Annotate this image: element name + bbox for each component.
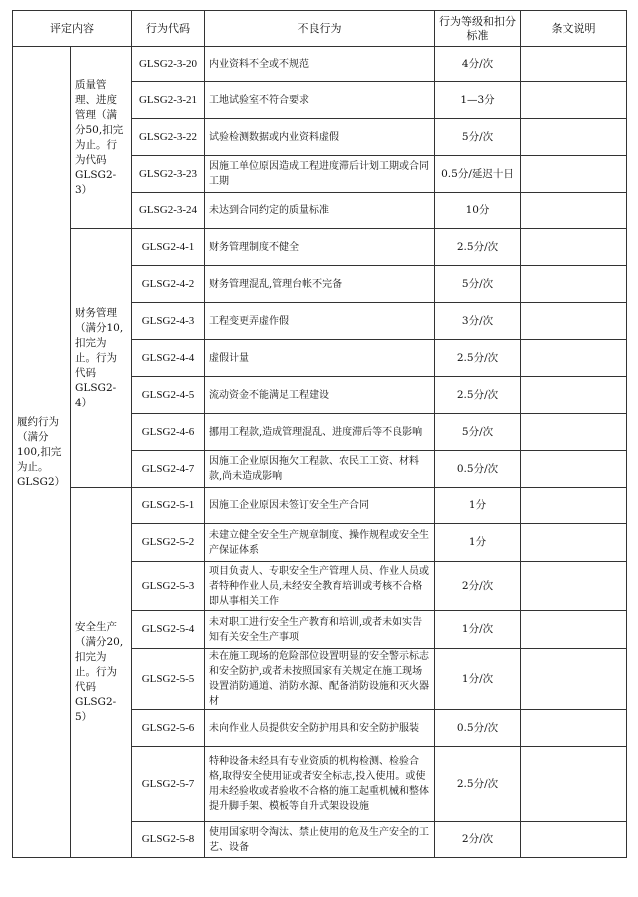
score-cell: 2分/次 xyxy=(435,822,521,858)
code-cell: GLSG2-4-7 xyxy=(132,451,205,488)
behavior-cell: 未向作业人员提供安全防护用具和安全防护服装 xyxy=(205,710,435,747)
score-cell: 1分 xyxy=(435,488,521,524)
note-cell xyxy=(521,451,627,488)
behavior-cell: 使用国家明令淘汰、禁止使用的危及生产安全的工艺、设备 xyxy=(205,822,435,858)
code-cell: GLSG2-4-1 xyxy=(132,229,205,266)
behavior-cell: 试验检测数据或内业资料虚假 xyxy=(205,119,435,156)
header-behavior: 不良行为 xyxy=(205,11,435,47)
behavior-cell: 项目负责人、专职安全生产管理人员、作业人员或者特种作业人员,未经安全教育培训或考核不合格即从事相关工作 xyxy=(205,562,435,611)
note-cell xyxy=(521,649,627,710)
table-body xyxy=(13,47,627,858)
header-code: 行为代码 xyxy=(132,11,205,47)
note-cell xyxy=(521,266,627,303)
table-header-row xyxy=(13,11,627,47)
note-cell xyxy=(521,119,627,156)
score-cell: 2.5分/次 xyxy=(435,229,521,266)
behavior-cell: 财务管理制度不健全 xyxy=(205,229,435,266)
score-cell: 5分/次 xyxy=(435,119,521,156)
score-cell: 2.5分/次 xyxy=(435,747,521,822)
note-cell xyxy=(521,340,627,377)
code-cell: GLSG2-3-23 xyxy=(132,156,205,193)
code-cell: GLSG2-3-21 xyxy=(132,82,205,119)
score-cell: 0.5分/延迟十日 xyxy=(435,156,521,193)
note-cell xyxy=(521,229,627,266)
header-level: 行为等级和扣分标准 xyxy=(435,11,521,47)
code-cell: GLSG2-5-8 xyxy=(132,822,205,858)
behavior-cell: 未在施工现场的危险部位设置明显的安全警示标志和安全防护,或者未按照国家有关规定在施工现场设置消防通道、消防水源、配备消防设施和灭火器材 xyxy=(205,649,435,710)
behavior-cell: 因施工单位原因造成工程进度滞后计划工期或合同工期 xyxy=(205,156,435,193)
score-cell: 0.5分/次 xyxy=(435,710,521,747)
code-cell: GLSG2-5-1 xyxy=(132,488,205,524)
note-cell xyxy=(521,414,627,451)
note-cell xyxy=(521,562,627,611)
code-cell: GLSG2-3-20 xyxy=(132,47,205,82)
top-category-cell: 履约行为（满分100,扣完为止。GLSG2） xyxy=(13,47,71,858)
note-cell xyxy=(521,82,627,119)
note-cell xyxy=(521,747,627,822)
behavior-cell: 内业资料不全或不规范 xyxy=(205,47,435,82)
behavior-cell: 流动资金不能满足工程建设 xyxy=(205,377,435,414)
score-cell: 1分 xyxy=(435,524,521,562)
code-cell: GLSG2-5-4 xyxy=(132,611,205,649)
code-cell: GLSG2-5-3 xyxy=(132,562,205,611)
behavior-cell: 财务管理混乱,管理台帐不完备 xyxy=(205,266,435,303)
note-cell xyxy=(521,377,627,414)
code-cell: GLSG2-3-22 xyxy=(132,119,205,156)
behavior-cell: 工程变更弄虚作假 xyxy=(205,303,435,340)
note-cell xyxy=(521,611,627,649)
group-category-cell: 质量管理、进度管理（满分50,扣完为止。行为代码GLSG2-3） xyxy=(71,47,132,229)
score-cell: 0.5分/次 xyxy=(435,451,521,488)
note-cell xyxy=(521,156,627,193)
behavior-cell: 因施工企业原因拖欠工程款、农民工工资、材料款,尚未造成影响 xyxy=(205,451,435,488)
code-cell: GLSG2-4-4 xyxy=(132,340,205,377)
score-cell: 10分 xyxy=(435,193,521,229)
code-cell: GLSG2-4-3 xyxy=(132,303,205,340)
behavior-cell: 工地试验室不符合要求 xyxy=(205,82,435,119)
table-row xyxy=(13,488,627,524)
behavior-cell: 未对职工进行安全生产教育和培训,或者未如实告知有关安全生产事项 xyxy=(205,611,435,649)
note-cell xyxy=(521,488,627,524)
behavior-table xyxy=(12,10,627,858)
group-category-cell: 安全生产（满分20,扣完为止。行为代码GLSG2-5） xyxy=(71,488,132,858)
note-cell xyxy=(521,303,627,340)
code-cell: GLSG2-4-5 xyxy=(132,377,205,414)
code-cell: GLSG2-4-6 xyxy=(132,414,205,451)
code-cell: GLSG2-5-2 xyxy=(132,524,205,562)
code-cell: GLSG2-5-7 xyxy=(132,747,205,822)
table-row xyxy=(13,229,627,266)
score-cell: 2.5分/次 xyxy=(435,377,521,414)
score-cell: 5分/次 xyxy=(435,266,521,303)
score-cell: 1分/次 xyxy=(435,611,521,649)
score-cell: 3分/次 xyxy=(435,303,521,340)
behavior-cell: 未达到合同约定的质量标准 xyxy=(205,193,435,229)
note-cell xyxy=(521,822,627,858)
score-cell: 1分/次 xyxy=(435,649,521,710)
code-cell: GLSG2-4-2 xyxy=(132,266,205,303)
note-cell xyxy=(521,524,627,562)
note-cell xyxy=(521,193,627,229)
table-row xyxy=(13,47,627,82)
behavior-cell: 因施工企业原因未签订安全生产合同 xyxy=(205,488,435,524)
header-category: 评定内容 xyxy=(13,11,132,47)
behavior-cell: 特种设备未经具有专业资质的机构检测、检验合格,取得安全使用证或者安全标志,投入使用。或使用未经验收或者验收不合格的施工起重机械和整体提升脚手架、模板等自升式架设设施 xyxy=(205,747,435,822)
code-cell: GLSG2-3-24 xyxy=(132,193,205,229)
score-cell: 2分/次 xyxy=(435,562,521,611)
group-category-cell: 财务管理（满分10,扣完为止。行为代码GLSG2-4） xyxy=(71,229,132,488)
score-cell: 1—3分 xyxy=(435,82,521,119)
note-cell xyxy=(521,47,627,82)
note-cell xyxy=(521,710,627,747)
behavior-cell: 挪用工程款,造成管理混乱、进度滞后等不良影响 xyxy=(205,414,435,451)
behavior-cell: 未建立健全安全生产规章制度、操作规程或安全生产保证体系 xyxy=(205,524,435,562)
score-cell: 2.5分/次 xyxy=(435,340,521,377)
code-cell: GLSG2-5-5 xyxy=(132,649,205,710)
regulation-page xyxy=(12,10,627,858)
header-note: 条文说明 xyxy=(521,11,627,47)
code-cell: GLSG2-5-6 xyxy=(132,710,205,747)
score-cell: 4分/次 xyxy=(435,47,521,82)
score-cell: 5分/次 xyxy=(435,414,521,451)
behavior-cell: 虚假计量 xyxy=(205,340,435,377)
